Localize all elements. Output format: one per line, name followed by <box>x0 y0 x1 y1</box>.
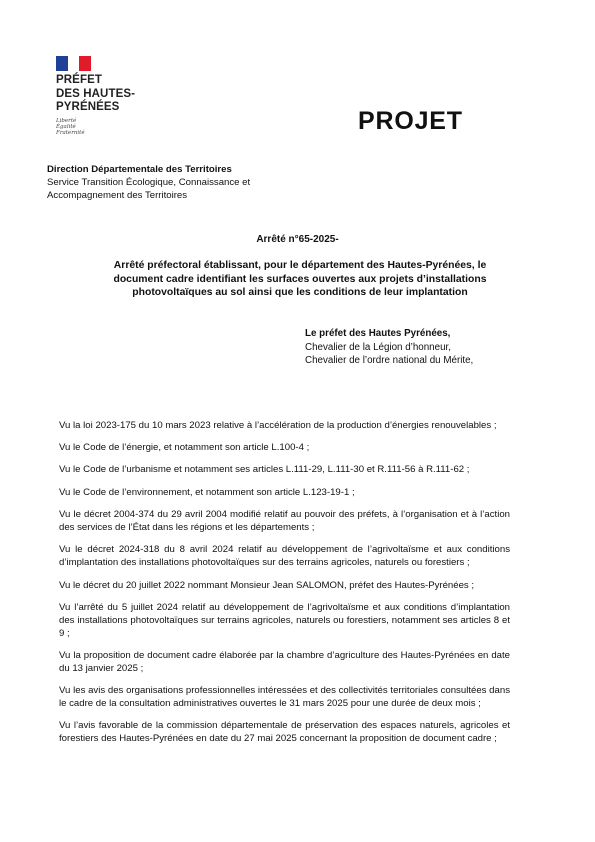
visa-paragraph: Vu la loi 2023-175 du 10 mars 2023 relative à l’accélération de la production d’énergies renouvelables ; <box>59 419 497 431</box>
motto-line: Fraternité <box>56 130 85 137</box>
visa-paragraph: Vu le décret du 20 juillet 2022 nommant Monsieur Jean SALOMON, préfet des Hautes-Pyrénées ; <box>59 579 475 591</box>
service-unit-line: Accompagnement des Territoires <box>47 190 188 201</box>
republic-motto <box>56 118 156 137</box>
service-unit-line: Service Transition Écologique, Connaissance et <box>47 177 251 188</box>
visa-paragraph: Vu les avis des organisations professionnelles intéressées et des collectivités territoriales consultées dans le cadre de la consultation administratives ouvertes le 31 mars 2025 pour une durée de deux mois ; <box>59 685 510 709</box>
motto-line: Liberté <box>56 117 77 124</box>
french-flag-icon <box>56 56 91 71</box>
prefecture-name-line: PRÉFET <box>56 74 102 86</box>
arrete-number: Arrêté n°65-2025- <box>256 234 339 245</box>
visa-paragraph: Vu le décret 2024-318 du 8 avril 2024 relatif au développement de l’agrivoltaïsme et aux conditions d’implantation des installations photovoltaïques sur des terrains agricoles, naturels ou forestiers ; <box>59 544 510 569</box>
prefecture-name-line: PYRÉNÉES <box>56 101 120 113</box>
issuing-service <box>47 163 250 202</box>
visa-paragraph: Vu la proposition de document cadre élaborée par la chambre d’agriculture des Hautes-Pyrénées en date du 13 janvier 2025 ; <box>59 649 510 674</box>
prefecture-name <box>56 74 156 115</box>
arrete-title-line: Arrêté préfectoral établissant, pour le département des Hautes-Pyrénées, le <box>113 260 487 271</box>
visa-paragraph: Vu le décret 2004-374 du 29 avril 2004 modifié relatif au pouvoir des préfets, à l’organisation et à l’action des services de l’État dans les régions et les départements ; <box>59 509 510 533</box>
visa-paragraph: Vu l’arrêté du 5 juillet 2024 relatif au développement de l’agrivoltaïsme et aux conditions d’implantation des installations photovoltaïques sur terrains agricoles, naturels ou forestiers, notamment ses articles 8 et 9 ; <box>59 601 510 639</box>
prefecture-name-line: DES HAUTES- <box>56 87 136 100</box>
visas-list <box>59 410 510 752</box>
prefecture-logo <box>56 56 156 137</box>
visa-paragraph: Vu le Code de l’énergie, et notamment son article L.100-4 ; <box>59 441 310 453</box>
visa-paragraph: Vu l’avis favorable de la commission départementale de préservation des espaces naturels, agricoles et forestiers des Hautes-Pyrénées en date du 27 mai 2025 concernant la proposition de document cadre ; <box>59 720 510 745</box>
arrete-title-line: photovoltaïques au sol ainsi que les conditions de leur implantation <box>132 287 468 298</box>
signatory-distinction: Chevalier de la Légion d’honneur, <box>305 341 451 353</box>
arrete-title <box>70 259 530 300</box>
arrete-title-line: document cadre identifiant les surfaces ouvertes aux projets d’installations <box>113 273 487 285</box>
visa-paragraph: Vu le Code de l’environnement, et notamment son article L.123-19-1 ; <box>59 486 355 498</box>
signatory-role: Le préfet des Hautes Pyrénées, <box>305 328 451 339</box>
signatory-block <box>305 327 473 368</box>
draft-status-label: PROJET <box>358 107 463 135</box>
direction-name: Direction Départementale des Territoires <box>47 164 232 175</box>
motto-line: Égalité <box>56 123 76 130</box>
signatory-distinction: Chevalier de l’ordre national du Mérite, <box>305 355 474 366</box>
visa-paragraph: Vu le Code de l’urbanisme et notamment ses articles L.111-29, L.111-30 et R.111-56 à R.111-62 ; <box>59 464 470 476</box>
